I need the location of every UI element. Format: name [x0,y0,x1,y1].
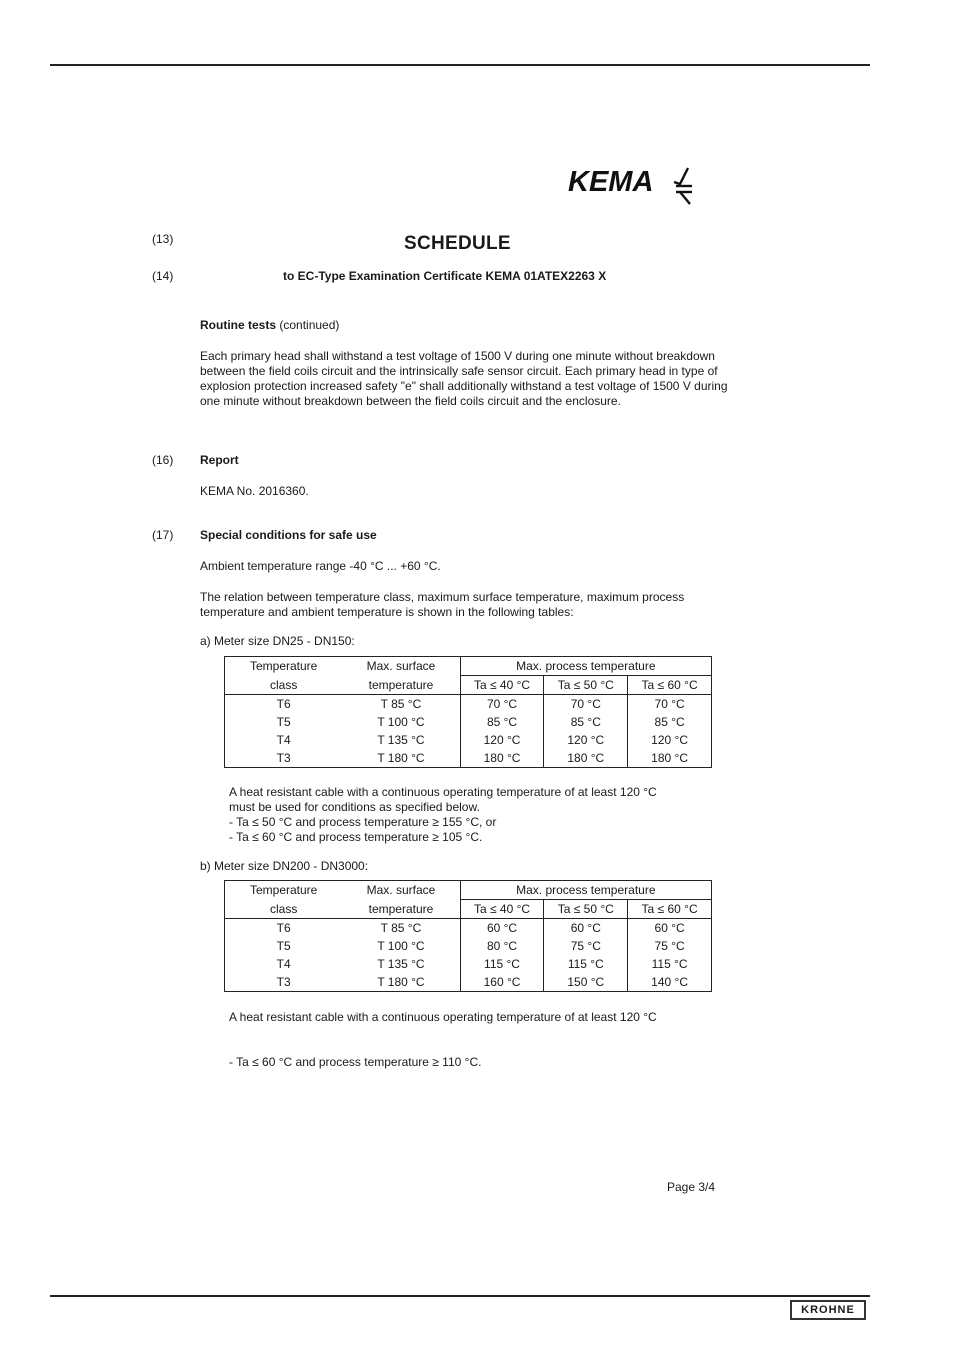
section-number-16: (16) [152,453,174,467]
table-a-t3-ta60: 180 °C [628,749,712,768]
table-a-t5-ta40: 85 °C [460,713,544,731]
table-a-t6-ta50: 70 °C [544,695,628,714]
table-b-t4-ta40: 115 °C [460,955,544,973]
table-a-t5-ta50: 85 °C [544,713,628,731]
routine-tests-text: Each primary head shall withstand a test voltage of 1500 V during one minute without breakdown between the field coils circuit and the intrinsically safe sensor circuit. Each primary head in type of explosion protection increased safety "e" shall additionally withstand a test voltage of 1500 V during one minute without breakdown between the field coils circuit and the enclosure. [200,349,728,408]
table-b [224,880,712,992]
table-b-t6-ta60: 60 °C [628,919,712,938]
table-a-class-t5: T5 [225,713,343,731]
report-text: KEMA No. 2016360. [200,484,309,498]
table-a-note [229,785,729,845]
report-heading: Report [200,453,239,467]
ambient-temperature-text: Ambient temperature range -40 °C ... +60 °C. [200,559,441,573]
table-a-col2-header-2: temperature [342,676,460,695]
routine-tests-heading: Routine tests (continued) [200,318,340,332]
krohne-logo: KROHNE [790,1300,866,1320]
table-a-col1-header-2: class [225,676,343,695]
table-row [225,955,712,973]
table-b-t4-ta60: 115 °C [628,955,712,973]
table-b-surface-t6: T 85 °C [380,921,422,935]
table-b-t3-ta40: 160 °C [460,973,544,992]
table-b-class-t3: T3 [225,973,343,992]
table-a-sub-header-60: Ta ≤ 60 °C [628,676,712,695]
table-a-surface-t4: T 135 °C [377,733,425,747]
table-b-t5-ta60: 75 °C [628,937,712,955]
table-row [225,973,712,992]
table-row [225,713,712,731]
table-b-class-t5: T5 [225,937,343,955]
table-b-t5-ta50: 75 °C [544,937,628,955]
table-row [225,695,712,714]
table-b-t3-ta60: 140 °C [628,973,712,992]
table-a-group-header: Max. process temperature [460,657,711,676]
table-row [225,937,712,955]
table-a-t3-ta40: 180 °C [460,749,544,768]
table-a-class-t3: T3 [225,749,343,768]
table-b-t6-ta50: 60 °C [544,919,628,938]
table-a-t3-ta50: 180 °C [544,749,628,768]
table-a-surface-t3: T 180 °C [342,749,460,768]
section-number-13: (13) [152,232,174,246]
table-a-note-line-2: must be used for conditions as specified below. [229,800,480,814]
table-a-t6-ta40: 70 °C [460,695,544,714]
table-a-class-t4: T4 [225,731,343,749]
table-a [224,656,712,768]
table-b-t3-ta50: 150 °C [544,973,628,992]
table-b-col2-header-1: Max. surface [342,881,460,900]
table-row [225,919,712,938]
table-b-class-t6: T6 [225,919,343,938]
table-b-surface-t5: T 100 °C [377,939,425,953]
table-b-t4-ta50: 115 °C [544,955,628,973]
section-number-17: (17) [152,528,174,542]
table-b-sub-header-50: Ta ≤ 50 °C [544,900,628,919]
table-a-t6-ta60: 70 °C [628,695,712,714]
table-row [225,731,712,749]
table-b-surface-t3: T 180 °C [342,973,460,992]
page-number: Page 3/4 [667,1180,716,1194]
table-a-col2-header-1: Max. surface [342,657,460,676]
table-a-sub-header-50: Ta ≤ 50 °C [544,676,628,695]
table-a-note-line-3: - Ta ≤ 50 °C and process temperature ≥ 155 °C, or [229,815,497,829]
table-b-note-line-2: - Ta ≤ 60 °C and process temperature ≥ 110 °C. [229,1055,482,1069]
table-b-surface-t4: T 135 °C [377,957,425,971]
table-b-col1-header-2: class [225,900,343,919]
table-a-t4-ta60: 120 °C [628,731,712,749]
kema-logo-text: KEMA [568,166,654,198]
table-a-surface-t6: T 85 °C [380,697,422,711]
table-a-note-line-1: A heat resistant cable with a continuous operating temperature of at least 120 °C [229,785,657,799]
table-a-col1-header-1: Temperature [225,657,343,676]
kema-lightning-icon [670,166,702,206]
table-b-group-header: Max. process temperature [460,881,711,900]
certificate-subtitle: to EC-Type Examination Certificate KEMA 01ATEX2263 X [283,269,607,283]
table-b-col1-header-1: Temperature [225,881,343,900]
table-a-t4-ta50: 120 °C [544,731,628,749]
footer-rule [50,1295,870,1297]
section-number-14: (14) [152,269,174,283]
table-a-note-line-4: - Ta ≤ 60 °C and process temperature ≥ 105 °C. [229,830,483,844]
special-conditions-heading: Special conditions for safe use [200,528,377,542]
table-b-class-t4: T4 [225,955,343,973]
relation-text: The relation between temperature class, maximum surface temperature, maximum process temperature and ambient temperature is shown in the following tables: [200,590,685,619]
header-rule [50,64,870,66]
table-a-class-t6: T6 [225,695,343,714]
table-b-caption: b) Meter size DN200 - DN3000: [200,859,369,873]
table-a-t4-ta40: 120 °C [460,731,544,749]
kema-logo [568,166,708,210]
table-a-caption: a) Meter size DN25 - DN150: [200,634,355,648]
table-a-surface-t5: T 100 °C [377,715,425,729]
table-row [225,749,712,768]
table-b-note-line-1: A heat resistant cable with a continuous operating temperature of at least 120 °C [229,1010,657,1024]
table-a-t5-ta60: 85 °C [628,713,712,731]
table-a-sub-header-40: Ta ≤ 40 °C [460,676,544,695]
table-b-t6-ta40: 60 °C [460,919,544,938]
table-b-sub-header-40: Ta ≤ 40 °C [460,900,544,919]
table-b-t5-ta40: 80 °C [460,937,544,955]
table-b-col2-header-2: temperature [342,900,460,919]
document-title: SCHEDULE [404,233,511,254]
table-b-sub-header-60: Ta ≤ 60 °C [628,900,712,919]
